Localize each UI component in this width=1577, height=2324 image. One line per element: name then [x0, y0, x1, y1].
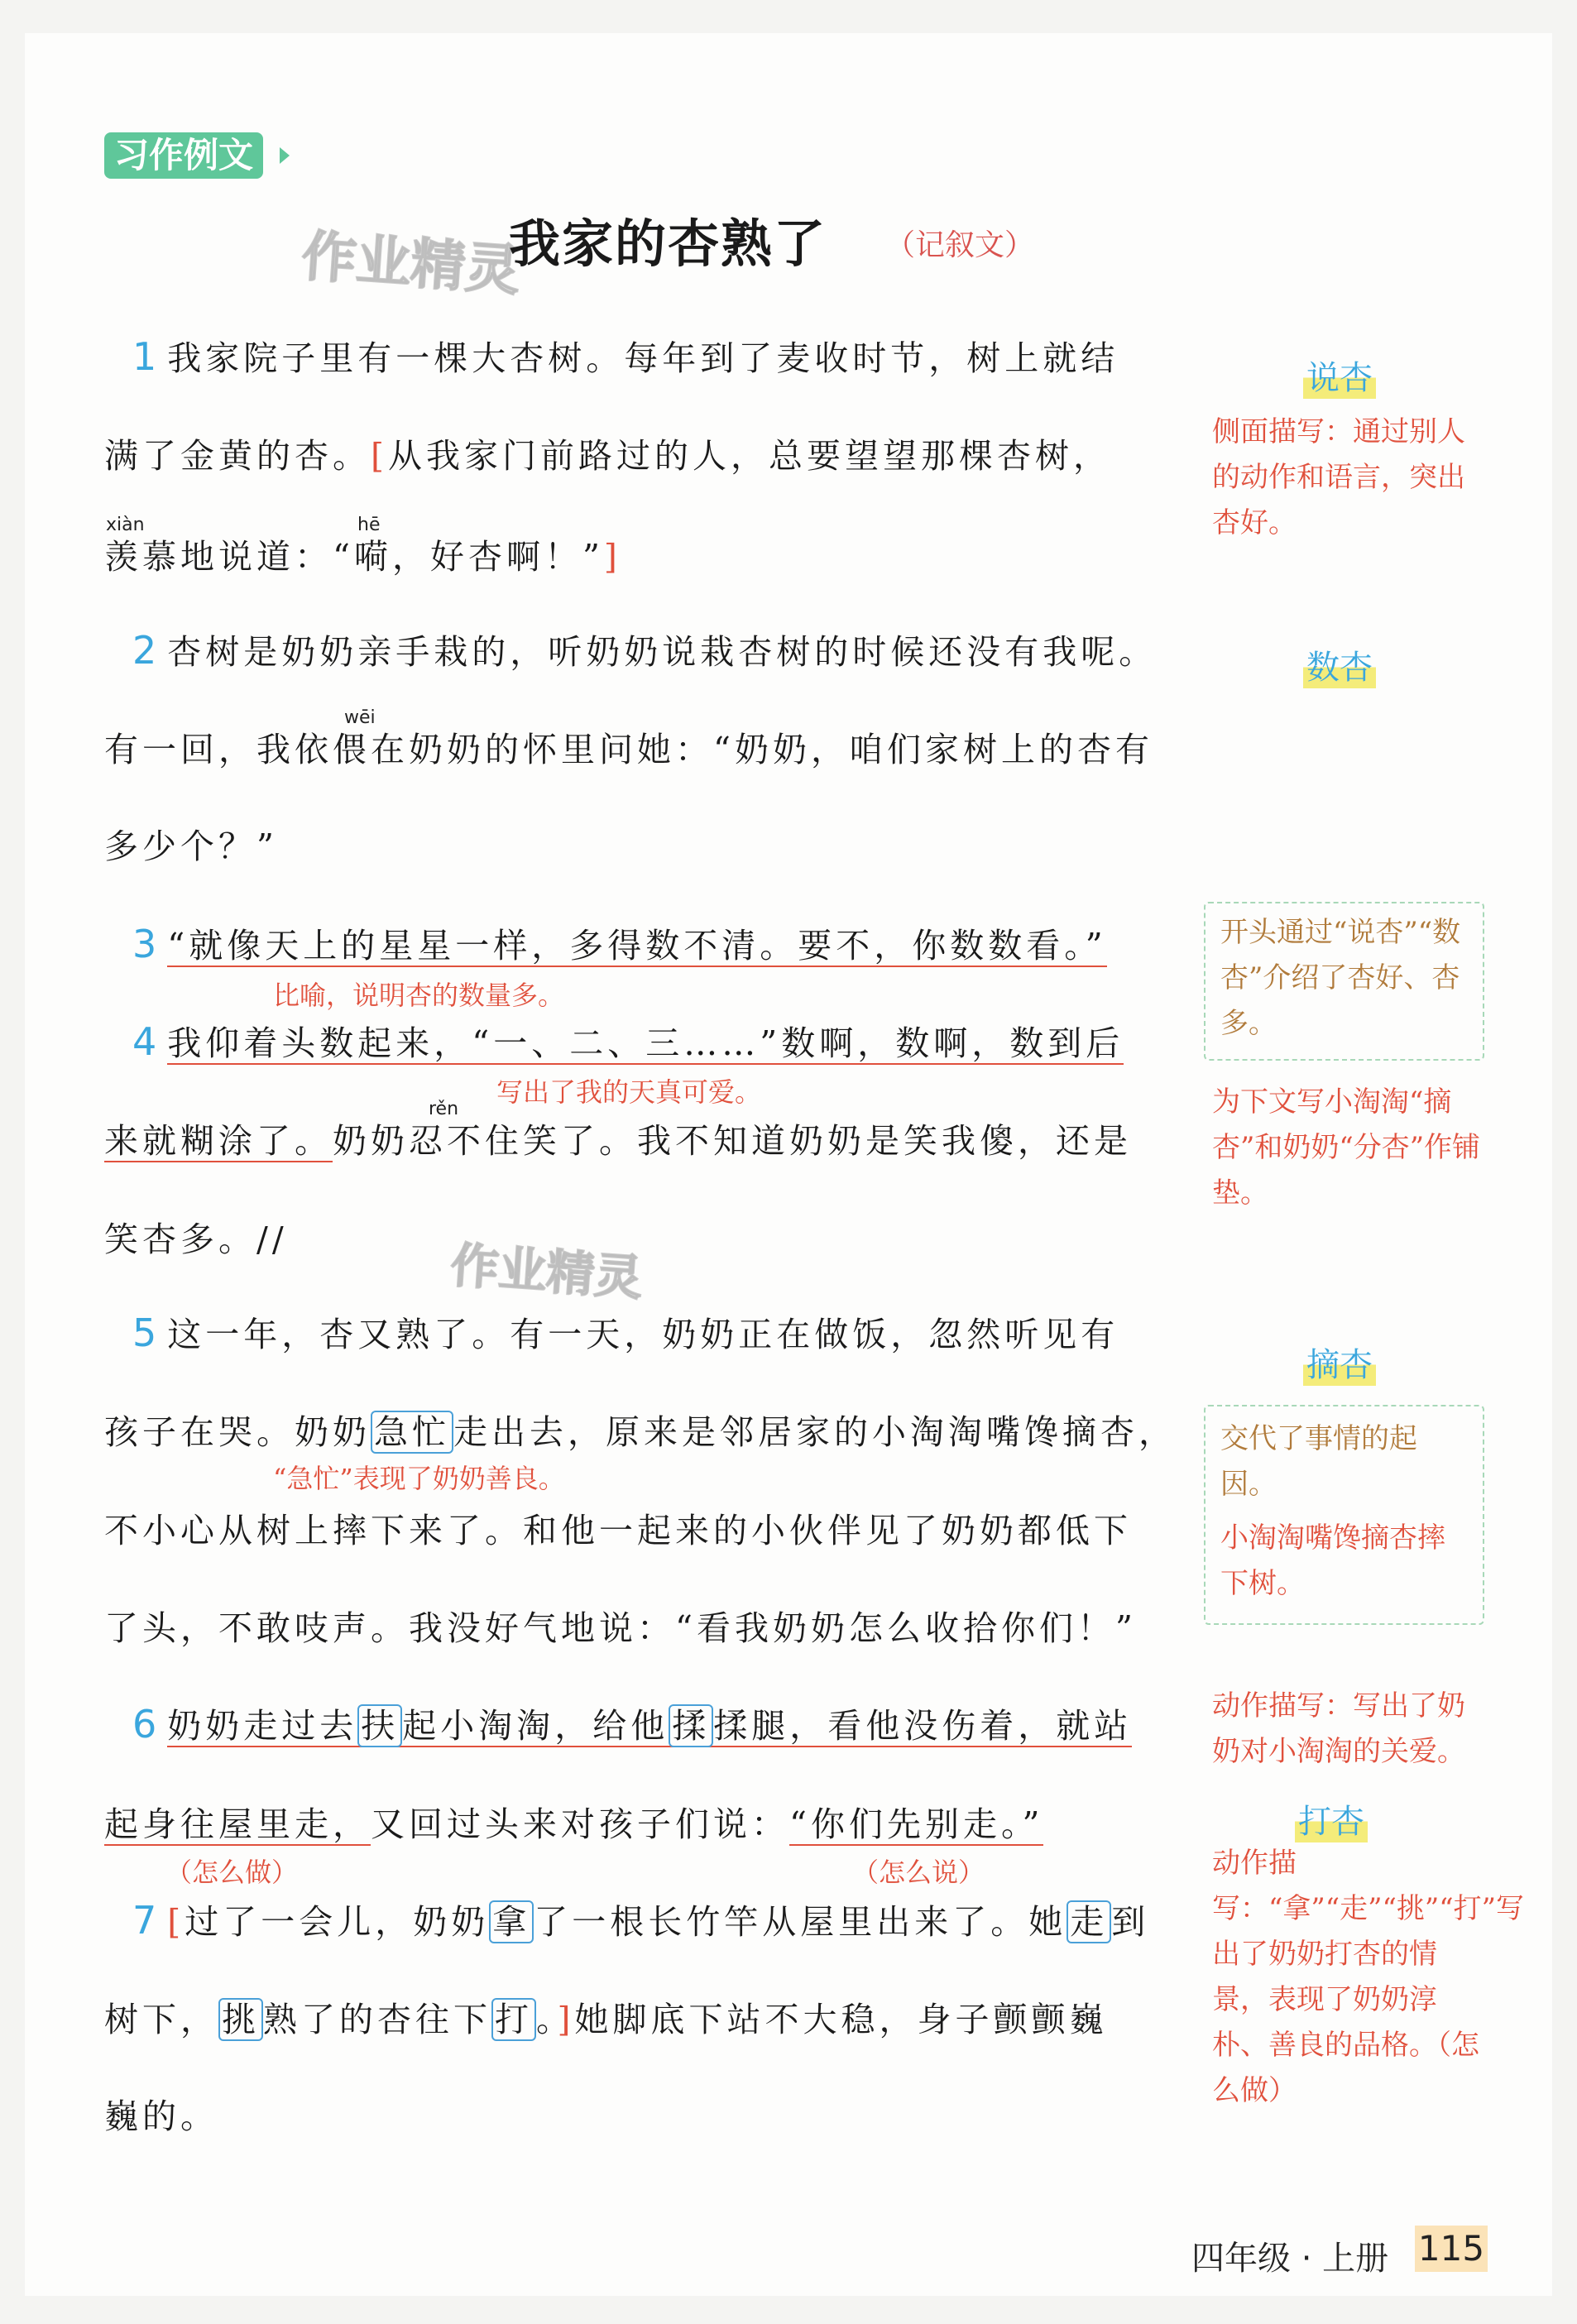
side-heading: 打杏 [1295, 1795, 1368, 1842]
side-note: 开头通过“说杏”“数杏”介绍了杏好、杏多。 [1220, 916, 1461, 1040]
annotation-note: （怎么说） [852, 1857, 985, 1888]
paragraph-1-line-2: 满了金黄的杏。[从我家门前路过的人，总要望望那棵杏树， [104, 436, 1111, 476]
paragraph-1-line-3: 羡慕地说道：“嗬，好杏啊！”] [104, 537, 621, 577]
side-heading: 数杏 [1303, 641, 1376, 688]
pinyin: rěn [429, 1099, 459, 1119]
pinyin: hē [357, 515, 381, 535]
side-note: 交代了事情的起因。 [1220, 1422, 1417, 1501]
paragraph-1-line-1: 1 我家院子里有一棵大杏树。每年到了麦收时节，树上就结 [132, 334, 1119, 379]
paragraph-7-line-1: 7 [过了一会儿，奶奶拿了一根长竹竿从屋里出来了。她走到 [132, 1898, 1150, 1943]
paragraph-4-line-2: 来就糊涂了。奶奶忍不住笑了。我不知道奶奶是笑我傻，还是 [104, 1121, 1132, 1161]
paragraph-7-line-2: 树下，挑熟了的杏往下打。]她脚底下站不大稳，身子颤颤巍 [104, 2000, 1108, 2039]
side-note: 小淘淘嘴馋摘杏摔下树。 [1220, 1521, 1445, 1600]
paragraph-5-line-3: 不小心从树上摔下来了。和他一起来的小伙伴见了奶奶都低下 [104, 1511, 1132, 1550]
paragraph-2-line-1: 2 杏树是奶奶亲手栽的，听奶奶说栽杏树的时候还没有我呢。 [132, 628, 1158, 673]
paragraph-6-line-1: 6 奶奶走过去扶起小淘淘，给他揉揉腿，看他没伤着，就站 [132, 1702, 1133, 1747]
tag-arrow-icon [280, 147, 290, 164]
annotation-note: （怎么做） [165, 1857, 299, 1888]
paragraph-2-line-2: 有一回，我依偎在奶奶的怀里问她：“奶奶，咱们家树上的杏有 [104, 730, 1153, 769]
side-note: 动作描写：写出了奶奶对小淘淘的关爱。 [1212, 1689, 1465, 1768]
side-heading: 说杏 [1303, 352, 1376, 399]
annotation-note: “急忙”表现了奶奶善良。 [273, 1463, 565, 1494]
annotation-note: 比喻，说明杏的数量多。 [273, 980, 565, 1011]
grade-label: 四年级 · 上册 [1191, 2240, 1389, 2278]
watermark: 作业精灵 [448, 1236, 645, 1306]
watermark: 作业精灵 [300, 223, 522, 304]
side-note: 侧面描写：通过别人的动作和语言，突出杏好。 [1212, 415, 1465, 539]
page-number: 115 [1415, 2226, 1488, 2272]
paragraph-7-line-3: 巍的。 [104, 2096, 218, 2136]
pinyin: wēi [344, 707, 376, 728]
side-note: 为下文写小淘淘“摘杏”和奶奶“分杏”作铺垫。 [1212, 1085, 1481, 1210]
genre-label: （记叙文） [885, 228, 1035, 262]
paragraph-4-line-3: 笑杏多。// [104, 1220, 288, 1259]
article-title: 我家的杏熟了 [509, 213, 827, 274]
paragraph-4-line-1: 4 我仰着头数起来，“一、二、三……”数啊，数啊，数到后 [132, 1019, 1124, 1064]
section-tag: 习作例文 [104, 132, 263, 179]
side-heading: 摘杏 [1303, 1339, 1376, 1386]
annotation-note: 写出了我的天真可爱。 [496, 1076, 762, 1108]
pinyin: xiàn [106, 515, 145, 535]
paragraph-5-line-4: 了头，不敢吱声。我没好气地说：“看我奶奶怎么收拾你们！” [104, 1608, 1137, 1648]
paragraph-2-line-3: 多少个？” [104, 827, 278, 866]
side-note: 动作描写：“拿”“走”“挑”“打”写出了奶奶打杏的情景，表现了奶奶淳朴、善良的品格。（怎么做） [1212, 1847, 1525, 2107]
paragraph-6-line-2: 起身往屋里走，又回过头来对孩子们说：“你们先别走。” [104, 1804, 1044, 1844]
paragraph-5-line-1: 5 这一年，杏又熟了。有一天，奶奶正在做饭，忽然听见有 [132, 1311, 1119, 1355]
paragraph-5-line-2: 孩子在哭。奶奶急忙走出去，原来是邻居家的小淘淘嘴馋摘杏， [104, 1412, 1177, 1452]
paragraph-3-line-1: 3 “就像天上的星星一样，多得数不清。要不，你数数看。” [132, 922, 1107, 966]
